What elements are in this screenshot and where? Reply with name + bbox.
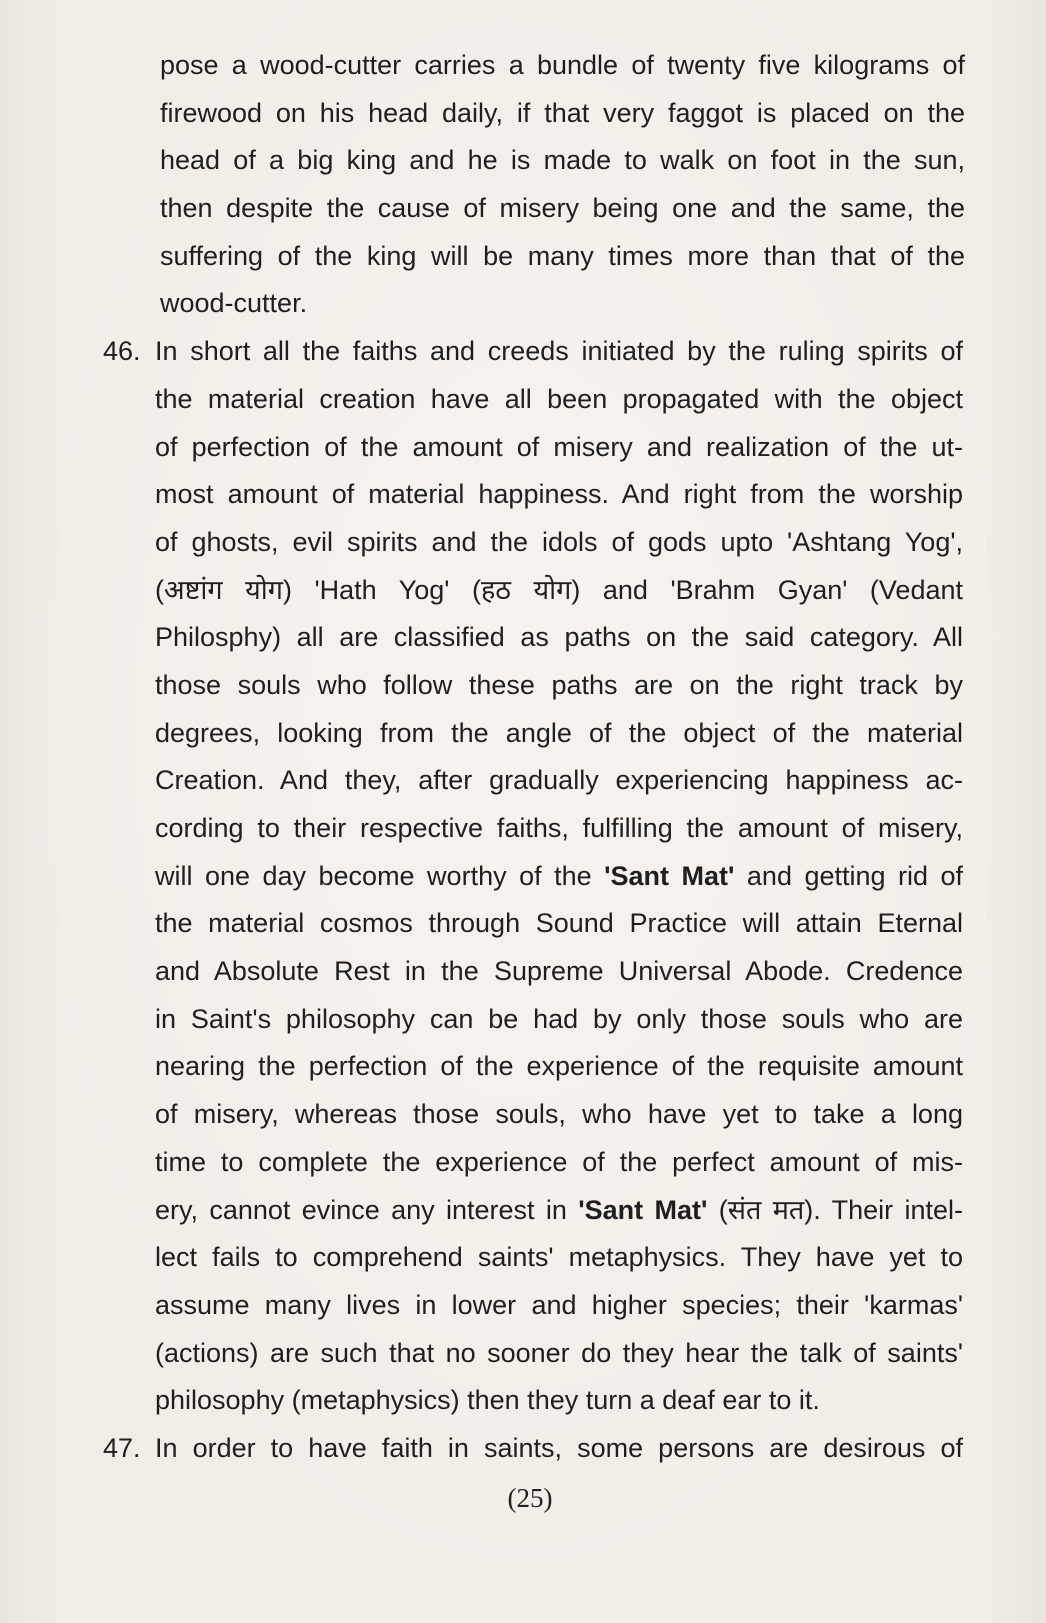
bold-term-sant-mat: 'Sant Mat' — [578, 1194, 708, 1225]
text-line: time to complete the experience of the perfect amount of mis- — [155, 1146, 963, 1177]
text-line: wood-cutter. — [160, 288, 308, 319]
text-line: philosophy (metaphysics) then they turn a deaf ear to it. — [155, 1385, 820, 1416]
text-line: Creation. And they, after gradually experiencing happiness ac- — [155, 765, 963, 796]
text-line: cording to their respective faiths, fulfilling the amount of misery, — [155, 813, 963, 843]
text-line: nearing the perfection of the experience of the requisite amount — [155, 1051, 963, 1082]
text-line — [155, 1187, 963, 1235]
text-line: and Absolute Rest in the Supreme Universal Abode. Credence — [155, 956, 963, 987]
text-segment: and getting rid of — [734, 860, 964, 891]
text-line: assume many lives in lower and higher species; their 'karmas' — [155, 1289, 963, 1320]
text-line: degrees, looking from the angle of the object of the material — [155, 717, 963, 748]
text-segment: ery, cannot evince any interest in — [155, 1194, 579, 1225]
text-line — [155, 853, 963, 901]
page-number: (25) — [507, 1483, 553, 1513]
paragraph-46 — [103, 328, 964, 1425]
text-line: pose a wood-cutter carries a bundle of twenty five kilograms of — [160, 50, 965, 80]
text-line: the material creation have all been propagated with the object — [155, 383, 963, 414]
book-page-text — [0, 42, 1046, 1473]
text-line: in Saint's philosophy can be had by only those souls who are — [155, 1003, 963, 1034]
text-line: then despite the cause of misery being one and the same, the — [160, 193, 965, 224]
text-line: of ghosts, evil spirits and the idols of gods upto 'Ashtang Yog', — [155, 526, 963, 557]
text-segment: (संत मत). Their intel- — [707, 1194, 963, 1225]
text-line: In order to have faith in saints, some persons are desirous of — [155, 1432, 963, 1463]
text-line: (अष्टांग योग) 'Hath Yog' (हठ योग) and 'Brahm Gyan' (Vedant — [155, 574, 963, 605]
text-line: In short all the faiths and creeds initiated by the ruling spirits of — [155, 336, 963, 367]
text-line: head of a big king and he is made to walk on foot in the sun, — [160, 145, 965, 176]
paragraph-47 — [103, 1425, 963, 1473]
text-line: Philosphy) all are classified as paths on the said category. All — [155, 622, 963, 653]
text-line: (actions) are such that no sooner do they hear the talk of saints' — [155, 1337, 963, 1368]
bold-term-sant-mat: 'Sant Mat' — [604, 860, 735, 891]
text-line: of perfection of the amount of misery and realization of the ut- — [155, 431, 963, 462]
text-line: firewood on his head daily, if that very faggot is placed on the — [160, 97, 965, 128]
paragraph-45-continued — [160, 42, 965, 328]
text-line: lect fails to comprehend saints' metaphysics. They have yet to — [155, 1242, 963, 1273]
text-line: most amount of material happiness. And right from the worship — [155, 479, 963, 510]
paragraph-number: 47. — [103, 1432, 141, 1463]
text-line: suffering of the king will be many times more than that of the — [160, 240, 965, 271]
text-segment: will one day become worthy of the — [155, 860, 605, 891]
text-line: those souls who follow these paths are on the right track by — [155, 669, 963, 700]
paragraph-number: 46. — [103, 336, 141, 367]
text-line: of misery, whereas those souls, who have yet to take a long — [155, 1099, 963, 1130]
text-line: the material cosmos through Sound Practice will attain Eternal — [155, 908, 963, 939]
